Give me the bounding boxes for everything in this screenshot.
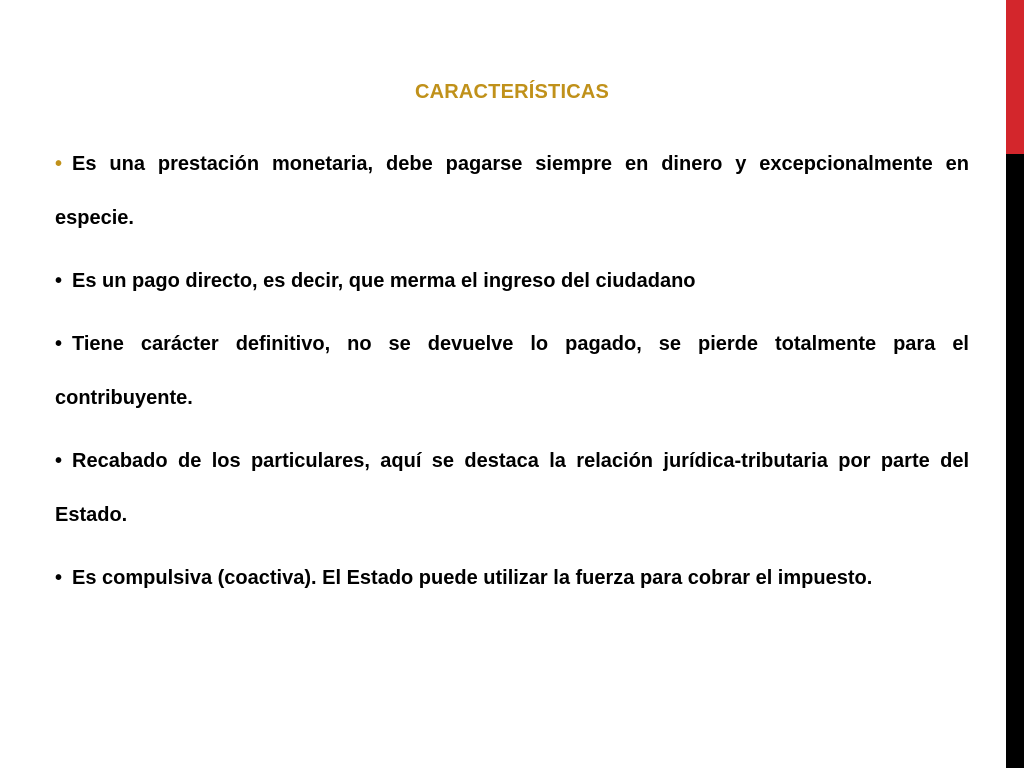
bullet-item-5 xyxy=(55,551,969,605)
bullet-dot-icon: • xyxy=(55,450,63,472)
bullet-dot-icon: • xyxy=(55,153,63,175)
bullet-item-text: Es compulsiva (coactiva). El Estado puede utilizar la fuerza para cobrar el impuesto. xyxy=(72,567,873,589)
bullet-dot-icon: • xyxy=(55,270,63,292)
accent-bar-red xyxy=(1006,0,1024,154)
slide-title: CARACTERÍSTICAS xyxy=(414,81,610,103)
bullet-dot-icon: • xyxy=(55,567,63,589)
bullet-item-3 xyxy=(55,317,969,425)
bullet-item-4 xyxy=(55,434,969,542)
bullet-item-2 xyxy=(55,254,969,308)
accent-bar-black xyxy=(1006,154,1024,768)
bullet-item-1 xyxy=(55,137,969,245)
bullet-item-text: Es una prestación monetaria, debe pagarse siempre en dinero y excepcionalmente en especie. xyxy=(55,153,969,229)
bullet-dot-icon: • xyxy=(55,333,63,355)
bullet-item-text: Tiene carácter definitivo, no se devuelve lo pagado, se pierde totalmente para el contribuyente. xyxy=(55,333,969,409)
bullet-list xyxy=(55,137,969,614)
bullet-item-text: Recabado de los particulares, aquí se destaca la relación jurídica-tributaria por parte del Estado. xyxy=(55,450,969,526)
bullet-item-text: Es un pago directo, es decir, que merma el ingreso del ciudadano xyxy=(72,270,696,292)
